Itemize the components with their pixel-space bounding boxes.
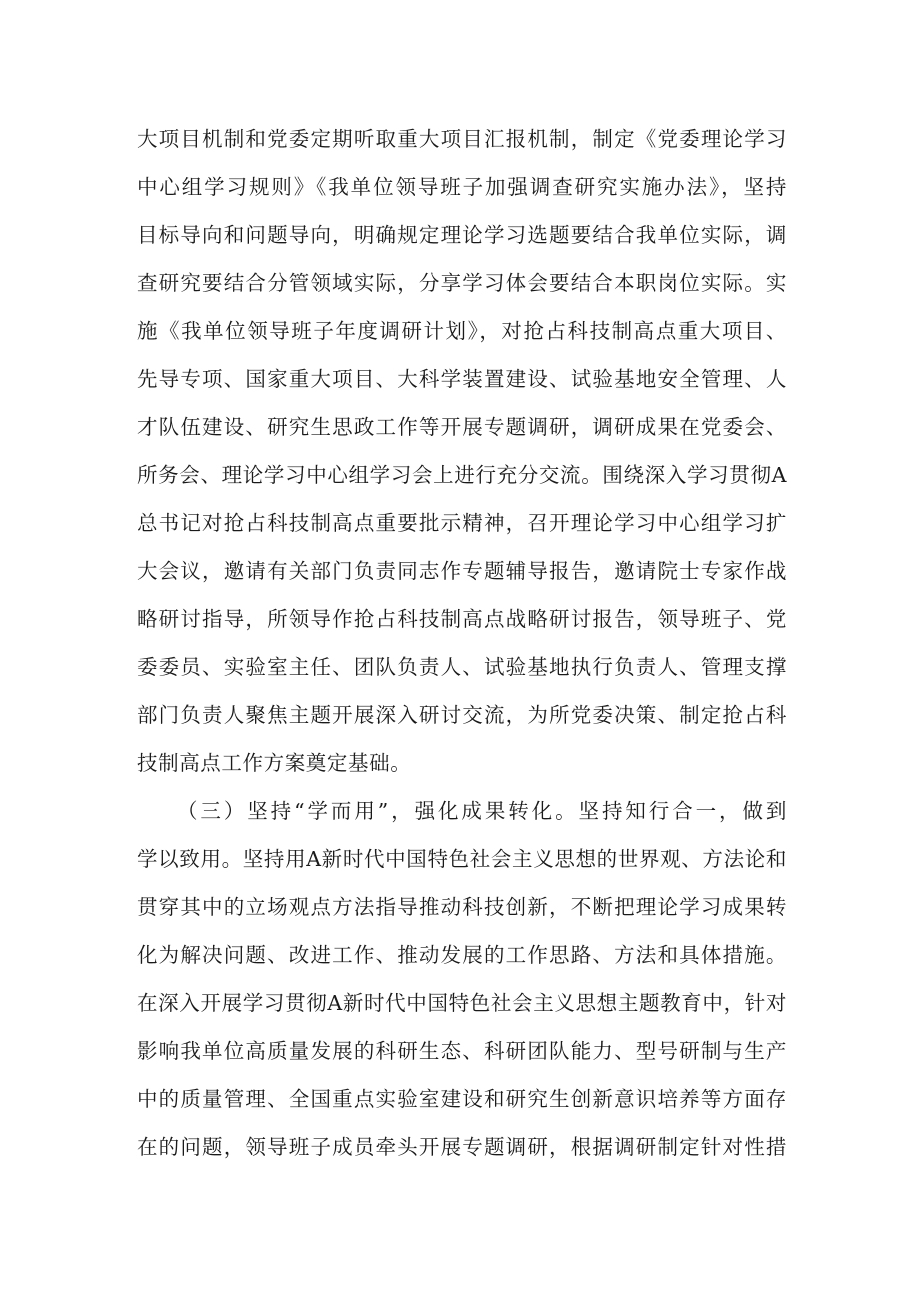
paragraph-1-line-1: 大项目机制和党委定期听取重大项目汇报机制，制定《党委理论学习 bbox=[137, 127, 787, 151]
paragraph-2-line-2: 学以致用。坚持用A新时代中国特色社会主义思想的世界观、方法论和 bbox=[137, 847, 787, 871]
paragraph-2-line-5: 在深入开展学习贯彻A新时代中国特色社会主义思想主题教育中，针对 bbox=[137, 991, 787, 1015]
paragraph-2-line-8: 在的问题，领导班子成员牵头开展专题调研，根据调研制定针对性措 bbox=[137, 1135, 787, 1159]
paragraph-1-line-2: 中心组学习规则》《我单位领导班子加强调查研究实施办法》，坚持 bbox=[137, 175, 787, 199]
paragraph-1-line-8: 所务会、理论学习中心组学习会上进行充分交流。围绕深入学习贯彻A bbox=[137, 463, 787, 487]
paragraph-1-line-6: 先导专项、国家重大项目、大科学装置建设、试验基地安全管理、人 bbox=[137, 367, 787, 391]
paragraph-1-line-12: 委委员、实验室主任、团队负责人、试验基地执行负责人、管理支撑 bbox=[137, 655, 787, 679]
paragraph-2-line-4: 化为解决问题、改进工作、推动发展的工作思路、方法和具体措施。 bbox=[137, 943, 787, 967]
paragraph-2-line-7: 中的质量管理、全国重点实验室建设和研究生创新意识培养等方面存 bbox=[137, 1087, 787, 1111]
paragraph-2-line-3: 贯穿其中的立场观点方法指导推动科技创新，不断把理论学习成果转 bbox=[137, 895, 787, 919]
paragraph-2-line-1: （三）坚持“学而用”，强化成果转化。坚持知行合一，做到 bbox=[177, 799, 787, 823]
paragraph-1-line-10: 大会议，邀请有关部门负责同志作专题辅导报告，邀请院士专家作战 bbox=[137, 559, 787, 583]
paragraph-1-line-13: 部门负责人聚焦主题开展深入研讨交流，为所党委决策、制定抢占科 bbox=[137, 703, 787, 727]
paragraph-2-line-6: 影响我单位高质量发展的科研生态、科研团队能力、型号研制与生产 bbox=[137, 1039, 787, 1063]
paragraph-1-line-9: 总书记对抢占科技制高点重要批示精神，召开理论学习中心组学习扩 bbox=[137, 511, 787, 535]
paragraph-1-line-11: 略研讨指导，所领导作抢占科技制高点战略研讨报告，领导班子、党 bbox=[137, 607, 787, 631]
paragraph-1-line-4: 查研究要结合分管领域实际，分享学习体会要结合本职岗位实际。实 bbox=[137, 271, 787, 295]
paragraph-1-line-3: 目标导向和问题导向，明确规定理论学习选题要结合我单位实际，调 bbox=[137, 223, 787, 247]
paragraph-1-line-14: 技制高点工作方案奠定基础。 bbox=[137, 751, 412, 775]
paragraph-1-line-5: 施《我单位领导班子年度调研计划》，对抢占科技制高点重大项目、 bbox=[137, 319, 787, 343]
paragraph-1-line-7: 才队伍建设、研究生思政工作等开展专题调研，调研成果在党委会、 bbox=[137, 415, 787, 439]
